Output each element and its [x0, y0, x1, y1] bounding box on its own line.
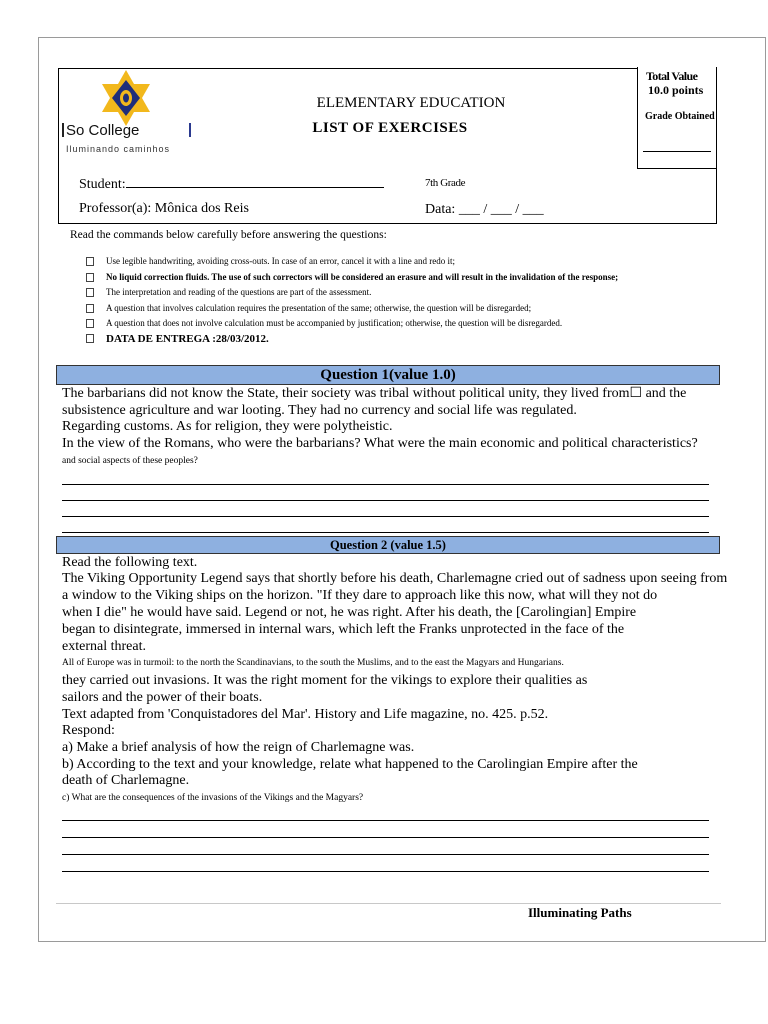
question1-line: The barbarians did not know the State, their society was tribal without political unity, they lived from☐ and the: [62, 386, 687, 401]
grade-level: 7th Grade: [425, 177, 466, 189]
checkbox-icon: [86, 334, 94, 343]
title-education: ELEMENTARY EDUCATION: [316, 95, 506, 111]
rule-item: A question that involves calculation requires the presentation of the same; otherwise, the question will be disregarded;: [86, 303, 726, 319]
instructions-intro: Read the commands below carefully before answering the questions:: [70, 229, 387, 241]
answer-line[interactable]: [62, 837, 709, 838]
student-label: Student:: [79, 177, 126, 192]
question2-line: sailors and the power of their boats.: [62, 690, 263, 705]
total-value-label: Total Value: [646, 69, 698, 83]
rule-item-deadline: DATA DE ENTREGA :28/03/2012.: [86, 334, 726, 350]
question1-line: and social aspects of these peoples?: [62, 456, 198, 466]
question2-line: began to disintegrate, immersed in internal wars, which left the Franks unprotected in the face of the: [62, 622, 625, 637]
answer-line[interactable]: [62, 820, 709, 821]
checkbox-icon: [86, 273, 94, 282]
answer-line[interactable]: [62, 484, 709, 485]
school-tagline: Iluminando caminhos: [66, 144, 171, 154]
question1-line: Regarding customs. As for religion, they were polytheistic.: [62, 419, 393, 434]
total-value: 10.0 points: [648, 83, 704, 97]
rule-item: The interpretation and reading of the questions are part of the assessment.: [86, 287, 726, 303]
school-logo-icon: [98, 68, 154, 128]
date-field: Data: ___ / ___ / ___: [425, 202, 544, 217]
question2-line: b) According to the text and your knowledge, relate what happened to the Carolingian Empire after the: [62, 757, 638, 772]
instructions-list: [86, 256, 726, 349]
question2-line: Text adapted from 'Conquistadores del Mar'. History and Life magazine, no. 425. p.52.: [62, 707, 549, 722]
rule-item: No liquid correction fluids. The use of such correctors will be considered an erasure and will result in the invalidation of the response;: [86, 272, 726, 288]
checkbox-icon: [86, 304, 94, 313]
footer-text: Illuminating Paths: [528, 905, 632, 920]
answer-line[interactable]: [62, 500, 709, 501]
question2-line: a) Make a brief analysis of how the reign of Charlemagne was.: [62, 740, 415, 755]
student-field: [79, 175, 384, 193]
question2-line: external threat.: [62, 639, 146, 654]
footer-divider: [56, 903, 721, 904]
question1-line: subsistence agriculture and war looting. They had no currency and social life was regulated.: [62, 403, 577, 418]
rule-item: Use legible handwriting, avoiding cross-outs. In case of an error, cancel it with a line and redo it;: [86, 256, 726, 272]
question2-line: they carried out invasions. It was the right moment for the vikings to explore their qualities as: [62, 673, 588, 688]
question2-line: when I die" he would have said. Legend or not, he was right. After his death, the [Carolingian] Empire: [62, 605, 637, 620]
question2-line: The Viking Opportunity Legend says that shortly before his death, Charlemagne cried out of sadness upon seeing from: [62, 571, 728, 586]
question2-line: death of Charlemagne.: [62, 773, 190, 788]
question2-line: c) What are the consequences of the invasions of the Vikings and the Magyars?: [62, 793, 364, 803]
student-name-line[interactable]: [126, 175, 384, 188]
school-name: So College: [66, 122, 140, 139]
checkbox-icon: [86, 319, 94, 328]
rule-item: A question that does not involve calculation must be accompanied by justification; otherwise, the question will be disregarded.: [86, 318, 726, 334]
answer-line[interactable]: [62, 532, 709, 533]
question2-title: Question 2 (value 1.5): [56, 536, 720, 554]
question1-line: In the view of the Romans, who were the barbarians? What were the main economic and political characteristics?: [62, 436, 698, 451]
answer-line[interactable]: [62, 516, 709, 517]
grade-obtained-label: Grade Obtained: [645, 111, 715, 122]
question2-line: Read the following text.: [62, 555, 198, 570]
question1-title: Question 1(value 1.0): [56, 365, 720, 385]
checkbox-icon: [86, 257, 94, 266]
question2-line: a window to the Viking ships on the horizon. "If they dare to approach like this now, what will they not do: [62, 588, 658, 603]
question2-line: Respond:: [62, 723, 115, 738]
grade-obtained-line[interactable]: [643, 151, 711, 152]
title-exercises: LIST OF EXERCISES: [312, 120, 468, 136]
answer-line[interactable]: [62, 871, 709, 872]
checkbox-icon: [86, 288, 94, 297]
logo-bracket-right: [185, 123, 191, 137]
question2-line: All of Europe was in turmoil: to the north the Scandinavians, to the south the Muslims, and to the east the Magyars and Hungarians.: [62, 658, 564, 668]
professor-name: Professor(a): Mônica dos Reis: [79, 201, 249, 216]
answer-line[interactable]: [62, 854, 709, 855]
